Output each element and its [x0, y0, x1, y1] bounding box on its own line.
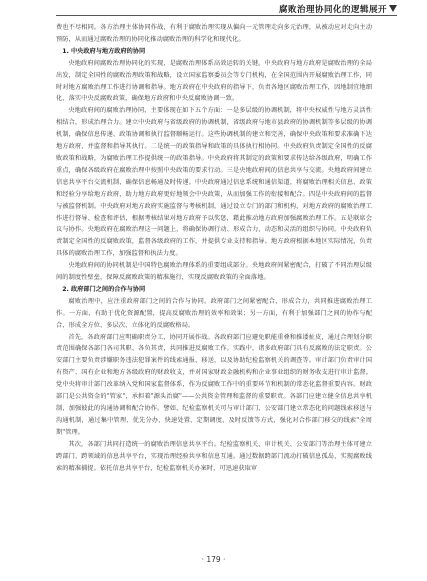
triangle-icon [389, 5, 397, 12]
body-paragraph: 腐败治理中，应注重政府部门之间的合作与协同。政府部门之间紧密配合、形成合力，共同推进腐败治理工作。一方面，有助于优化资源配置，提高反腐败治理的效率和效果；另一方面，有利于加强部门之间的协作与配合，形成全方位、多层次、立体化的反腐败格局。 [56, 297, 372, 329]
body-paragraph: 央地政府间的协同机制是中国特色腐败治理体系的重要组成部分。央地政府间紧密配合，打破了不同治理层级间的制度性壁垒，保障反腐败政策的精准施行，实现反腐败政策的全面落地。 [56, 262, 372, 282]
body-paragraph: 央地政府间腐败治理协同化的实现，是腐败治理体系高效运转的关键。中央政府与地方政府是腐败治理的全局出发，制定全国性的腐败治理政策和战略，设立国家监察委员会等专门机构，在全国范围内开展腐败治理工作，同时对地方腐败治理工作进行协调和指导。地方政府在中央政府的指导下，负责各地区腐败治理工作，因地制宜地细化、落实中央反腐败政策，确保地方政府和中央反腐败协调一致。 [56, 59, 372, 103]
section-heading: 1. 中央政府与地方政府的协同 [62, 47, 146, 55]
body-paragraph: 央地政府间的腐败治理协同，主要体现在如下五个方面：一是多层级的协调机制，将中央权威性与地方灵活性相结合，形成治理合力。建立中央政府与省级政府的协调机制，省级政府与地市县政府的协调机制等多层级的协调机制，确保信息传递、政策协调和执行监督顺畅运行。这些协调机制的建立和完善，确保中央政策和要求准确下达地方政府，并监督和指导其执行。二是统一的政策指导和政策的具体执行相协同。中央政府负责制定全国性的反腐败政策和战略，为腐败治理工作提供统一的政策指导。中央政府将其制定的政策和要求传达给各级政府，明确工作重点，确保各级政府在腐败治理中按照中央政策的要求行动。三是央地政府间的信息共享与交流。央地政府间建立信息共享平台交流机制，确保信息畅通及时传递。中央政府通过信息系统和通信渠道，将腐败治理相关信息、政策和经验分享给地方政府，助力地方政府更好地领会中央政策，从而加强工作的衔接和配合。四是中央政府间的监督与被监督机制。中央政府对地方政府实施监督与考核机制，通过设立专门的部门和机构，对地方政府的腐败治理工作进行督导、检查和评估，根据考核结果对地方政府予以奖惩，藉此推动地方政府加强腐败治理工作。五是联席会议与协作。央地政府在腐败治理这一问题上，将确保协调行动、形成合力，动态和灵活的组织与协同。中央政府负责制定全国性的反腐败政策，监督各级政府的工作，并提供专业支持和指导。地方政府根据本地区实际情况，负责具体的腐败治理工作，加强监督和执法力度。 [56, 107, 372, 258]
page-body [56, 22, 372, 552]
running-header [0, 0, 427, 20]
header-rule [56, 15, 397, 16]
body-paragraph: 费也不尽相同。各方治理主体协同作战，有利于腐败治理实现从偏向一元管理走向多元治理，从被动应对走向主动预防，从而通过腐败治理的协同化推动腐败治理的科学化和现代化。 [56, 24, 372, 43]
body-paragraph: 其次，各部门共同打造统一的腐败治理信息共享平台。纪检监察机关、审计机关、公安部门等治理主体可建立跨部门、跨领域的信息共享平台，实现治理经验共享和信息互通。通过数据跨部门流动打破信息孤岛，实现腐败线索的精准捕捉。依托信息共享平台，纪检监察机关办案时，可迅速获取审 [56, 440, 372, 472]
page-number: · 179 · [201, 555, 226, 564]
body-paragraph: 首先，各政府部门应明确职责分工，协同开展作战。各政府部门应避免职能重叠和推诿扯皮，通过合理划分职责范围确保各部门各司其职、各负其责，共同推进反腐败工作。实践中，诸多政府部门具有反腐败的法定职责。公安部门主要负责涉嫌职务违法犯罪案件的线索通报、移送，以及协助纪检监察机关的调查等。审计部门负责审计国有资产、国有企业和地方各级政府的财政收支，并对国家财政金融机构和企业事业组织的财务收支进行审计监督。党中央将审计部门改革纳入党和国家监督体系，作为反腐败工作中的重要环节和机制的常态化监督重要内容。财政部门是公共资金的"管家"，承担着"源头治腐"——公共资金管理和监督的重要职责。各部门应建立健全信息共享机制，加强彼此的沟通协调和配合协作。譬如，纪检监察机关可与审计部门、公安部门建立常态化的问题线索移送与沟通机制，通过集中管理、优先分办、快速处置，定期调度、及时反馈等方式，强化对合作部门移交的线索"全周期"管理。 [56, 333, 372, 436]
running-header-title: 腐败治理协同化的逻辑展开 [278, 5, 387, 15]
section-heading: 2. 政府部门之间的合作与协同 [62, 285, 146, 293]
